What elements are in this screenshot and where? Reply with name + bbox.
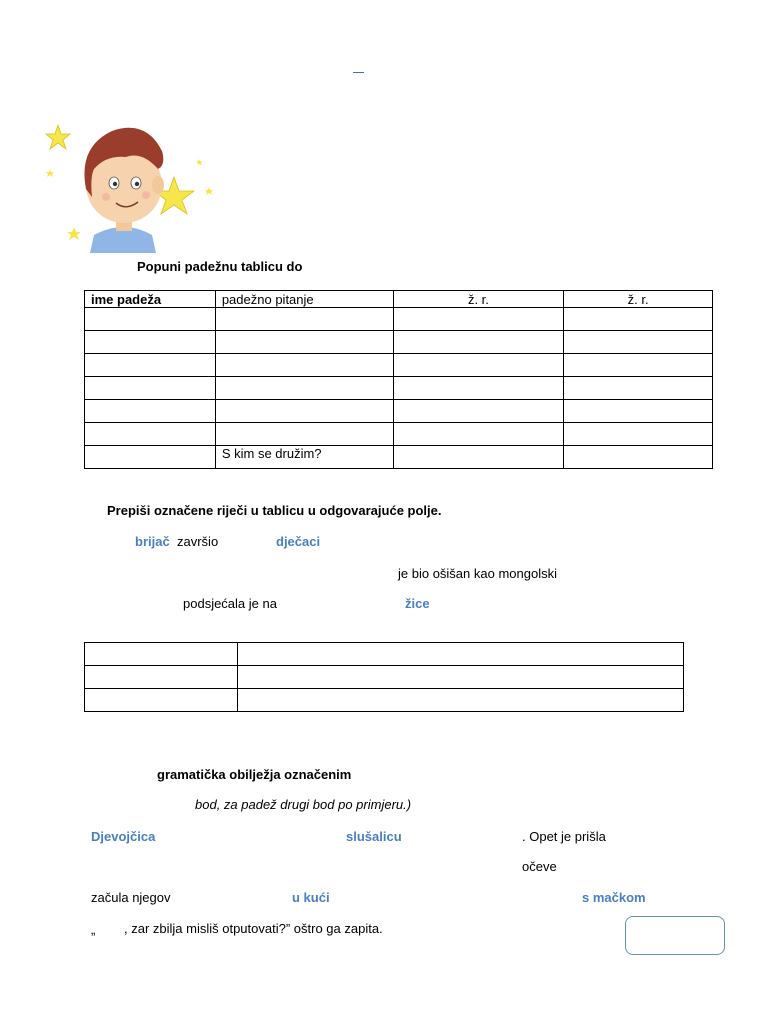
text-fragment: . Opet je prišla xyxy=(522,829,606,844)
table-cell[interactable] xyxy=(393,354,564,377)
grammar-note: bod, za padež drugi bod po primjeru.) xyxy=(195,797,412,812)
text-fragment: očeve xyxy=(522,859,557,874)
table-row xyxy=(85,400,713,423)
table-cell[interactable] xyxy=(85,308,216,331)
case-table-instruction: Popuni padežnu tablicu do xyxy=(137,259,303,274)
text-fragment: podsjećala je na xyxy=(183,596,277,611)
header-link-underline[interactable] xyxy=(353,58,364,73)
opening-quote: „ xyxy=(91,922,96,937)
table-cell[interactable] xyxy=(85,354,216,377)
table-cell[interactable] xyxy=(393,423,564,446)
table-row xyxy=(85,308,713,331)
table-cell[interactable] xyxy=(393,331,564,354)
table-row xyxy=(85,331,713,354)
highlighted-word: u kući xyxy=(292,890,330,905)
table-cell[interactable] xyxy=(564,331,713,354)
table-cell[interactable] xyxy=(393,400,564,423)
table-row xyxy=(85,689,684,712)
table-row xyxy=(85,354,713,377)
table-cell[interactable] xyxy=(564,308,713,331)
table-cell[interactable] xyxy=(215,354,393,377)
highlighted-word: dječaci xyxy=(276,534,321,549)
table-cell[interactable] xyxy=(215,331,393,354)
header-case-name: ime padeža xyxy=(85,291,216,308)
table-cell[interactable] xyxy=(85,643,238,666)
word-table xyxy=(84,642,684,712)
text-fragment: završio xyxy=(177,534,219,549)
table-cell[interactable] xyxy=(564,354,713,377)
table-cell[interactable] xyxy=(564,377,713,400)
header-feminine-1: ž. r. xyxy=(393,291,564,308)
grammar-instruction: gramatička obilježja označenim xyxy=(157,767,352,782)
table-cell[interactable] xyxy=(85,689,238,712)
table-cell[interactable] xyxy=(85,400,216,423)
table-cell[interactable] xyxy=(85,423,216,446)
table-cell[interactable] xyxy=(237,689,683,712)
table-cell[interactable] xyxy=(237,643,683,666)
highlighted-word: s mačkom xyxy=(582,890,646,905)
case-question-instrumental: S kim se družim? xyxy=(215,446,393,469)
header-case-question: padežno pitanje xyxy=(215,291,393,308)
table-cell[interactable] xyxy=(393,377,564,400)
table-cell[interactable] xyxy=(215,308,393,331)
table-row xyxy=(85,666,684,689)
highlighted-word: brijač xyxy=(135,534,170,549)
highlighted-word: žice xyxy=(405,596,430,611)
table-cell[interactable] xyxy=(564,400,713,423)
boy-with-stars-illustration xyxy=(34,107,216,253)
table-cell[interactable] xyxy=(215,377,393,400)
highlighted-word: Djevojčica xyxy=(91,829,156,844)
table-cell[interactable] xyxy=(393,308,564,331)
table-cell[interactable] xyxy=(564,446,713,469)
rewrite-instruction: Prepiši označene riječi u tablicu u odgovarajuće polje. xyxy=(107,503,442,518)
table-cell[interactable] xyxy=(393,446,564,469)
table-cell[interactable] xyxy=(85,377,216,400)
table-cell[interactable] xyxy=(85,331,216,354)
table-cell[interactable] xyxy=(215,400,393,423)
table-cell[interactable] xyxy=(237,666,683,689)
table-cell[interactable] xyxy=(85,666,238,689)
table-row xyxy=(85,423,713,446)
table-cell[interactable] xyxy=(215,423,393,446)
highlighted-word: slušalicu xyxy=(346,829,402,844)
table-row xyxy=(85,643,684,666)
text-fragment: , zar zbilja misliš otputovati?” oštro ga zapita. xyxy=(124,921,383,936)
table-row xyxy=(85,446,713,469)
table-row xyxy=(85,377,713,400)
text-fragment: je bio ošišan kao mongolski xyxy=(398,566,557,581)
table-cell[interactable] xyxy=(564,423,713,446)
table-cell[interactable] xyxy=(85,446,216,469)
case-table xyxy=(84,290,713,469)
table-header-row xyxy=(85,291,713,308)
header-feminine-2: ž. r. xyxy=(564,291,713,308)
answer-box[interactable] xyxy=(625,916,725,955)
text-fragment: začula njegov xyxy=(91,890,171,905)
